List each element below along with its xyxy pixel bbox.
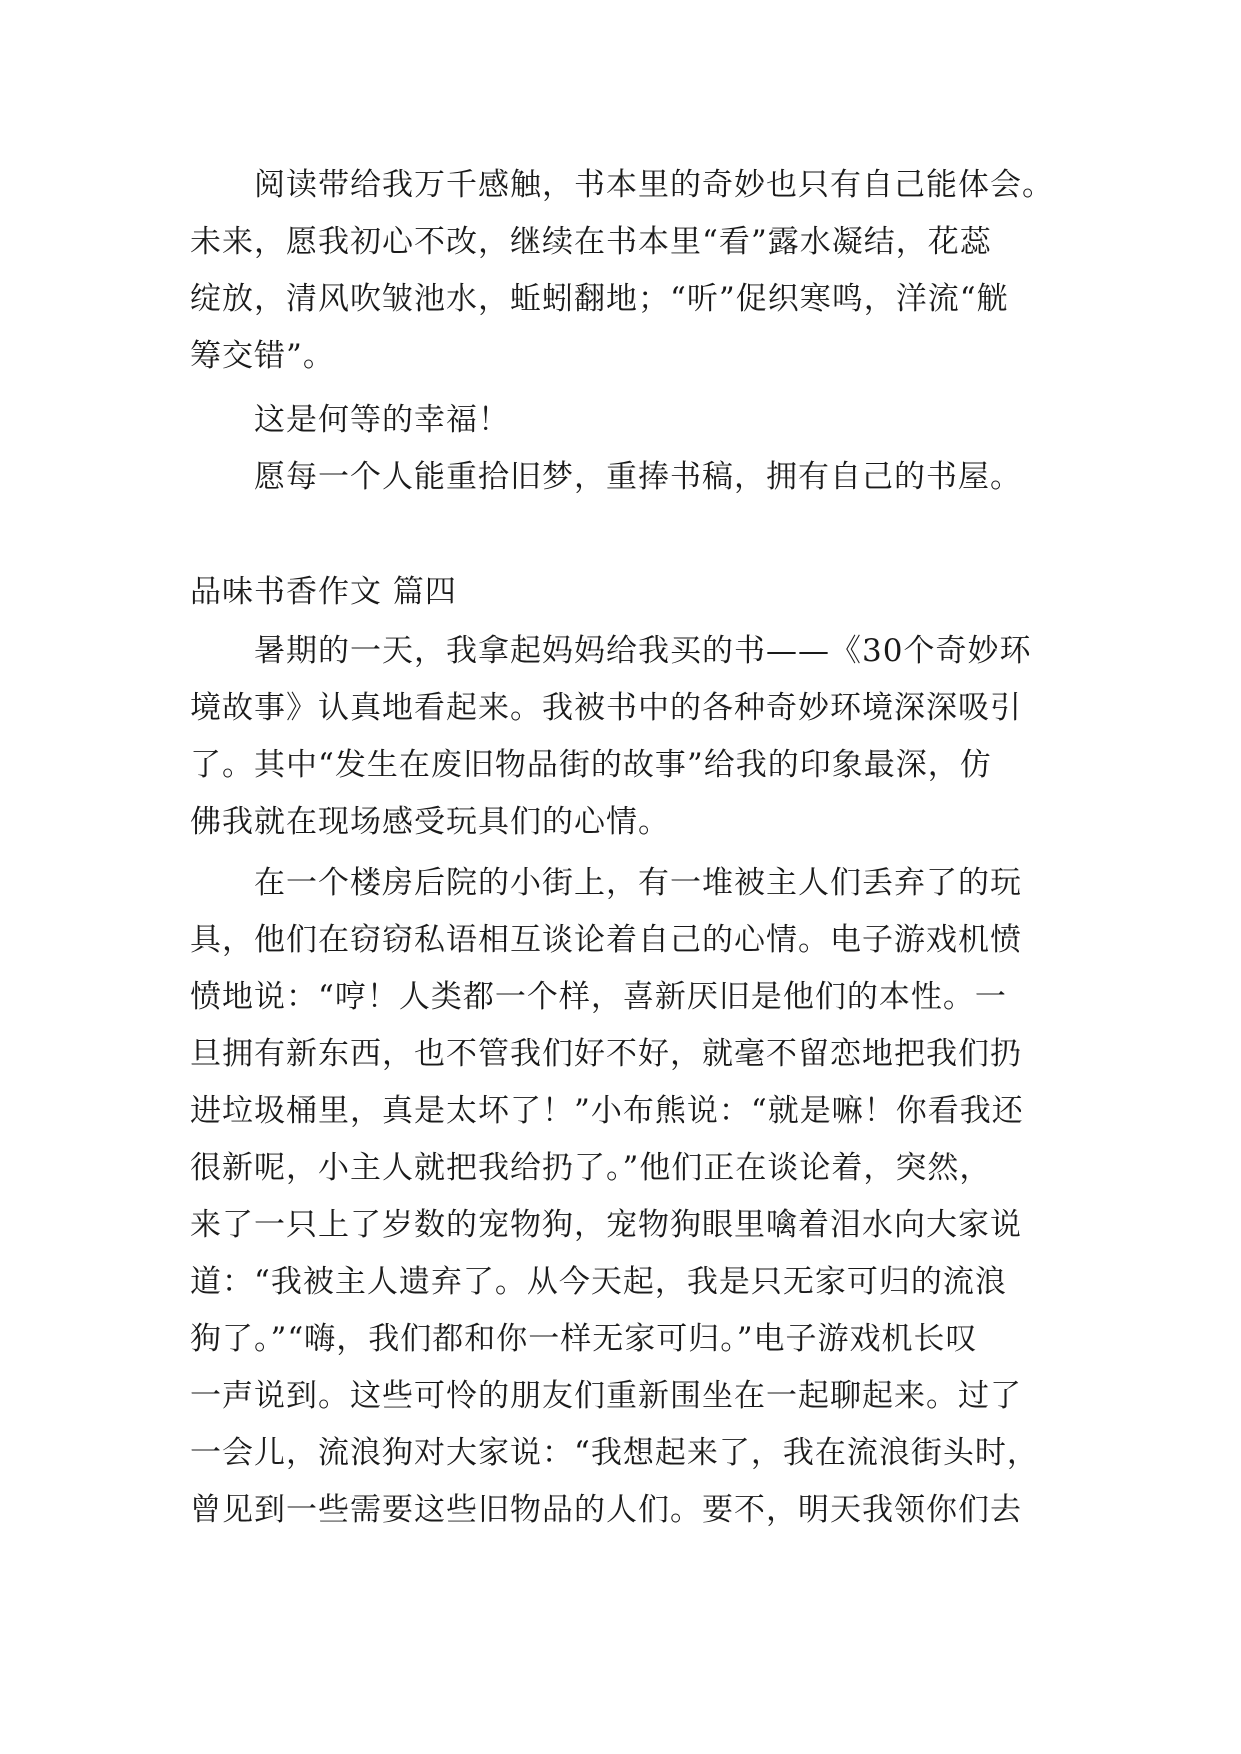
paragraph-line: 狗了。”“嗨，我们都和你一样无家可归。”电子游戏机长叹 (190, 1321, 978, 1357)
paragraph-line: 一会儿，流浪狗对大家说：“我想起来了，我在流浪街头时， (190, 1435, 1039, 1471)
paragraph-line: 未来，愿我初心不改，继续在书本里“看”露水凝结，花蕊 (190, 224, 992, 260)
paragraph-line: 佛我就在现场感受玩具们的心情。 (190, 804, 670, 840)
paragraph-line: 境故事》认真地看起来。我被书中的各种奇妙环境深深吸引 (190, 690, 1022, 726)
paragraph-line: 来了一只上了岁数的宠物狗，宠物狗眼里噙着泪水向大家说 (190, 1207, 1022, 1243)
paragraph-line: 进垃圾桶里，真是太坏了！”小布熊说：“就是嘛！你看我还 (190, 1093, 1024, 1129)
paragraph-line: 曾见到一些需要这些旧物品的人们。要不，明天我领你们去 (190, 1492, 1022, 1528)
paragraph-line: 这是何等的幸福！ (254, 402, 510, 438)
paragraph-line: 愤地说：“哼！人类都一个样，喜新厌旧是他们的本性。一 (190, 979, 1007, 1015)
paragraph-line: 愿每一个人能重拾旧梦，重捧书稿，拥有自己的书屋。 (254, 459, 1022, 495)
paragraph-line: 很新呢，小主人就把我给扔了。”他们正在谈论着，突然， (190, 1150, 992, 1186)
paragraph-line: 筹交错”。 (190, 338, 335, 374)
paragraph-line: 阅读带给我万千感触，书本里的奇妙也只有自己能体会。 (254, 167, 1054, 203)
paragraph-line: 绽放，清风吹皱池水，蚯蚓翻地；“听”促织寒鸣，洋流“觥 (190, 281, 1009, 317)
paragraph-line: 具，他们在窃窃私语相互谈论着自己的心情。电子游戏机愤 (190, 922, 1022, 958)
section-heading: 品味书香作文 篇四 (190, 574, 457, 610)
paragraph-line: 了。其中“发生在废旧物品街的故事”给我的印象最深，仿 (190, 747, 992, 783)
paragraph-line: 旦拥有新东西，也不管我们好不好，就毫不留恋地把我们扔 (190, 1036, 1022, 1072)
paragraph-line: 道：“我被主人遗弃了。从今天起，我是只无家可归的流浪 (190, 1264, 1007, 1300)
paragraph-line: 在一个楼房后院的小街上，有一堆被主人们丢弃了的玩 (254, 865, 1022, 901)
paragraph-line: 一声说到。这些可怜的朋友们重新围坐在一起聊起来。过了 (190, 1378, 1022, 1414)
paragraph-line: 暑期的一天，我拿起妈妈给我买的书——《30个奇妙环 (254, 633, 1032, 669)
